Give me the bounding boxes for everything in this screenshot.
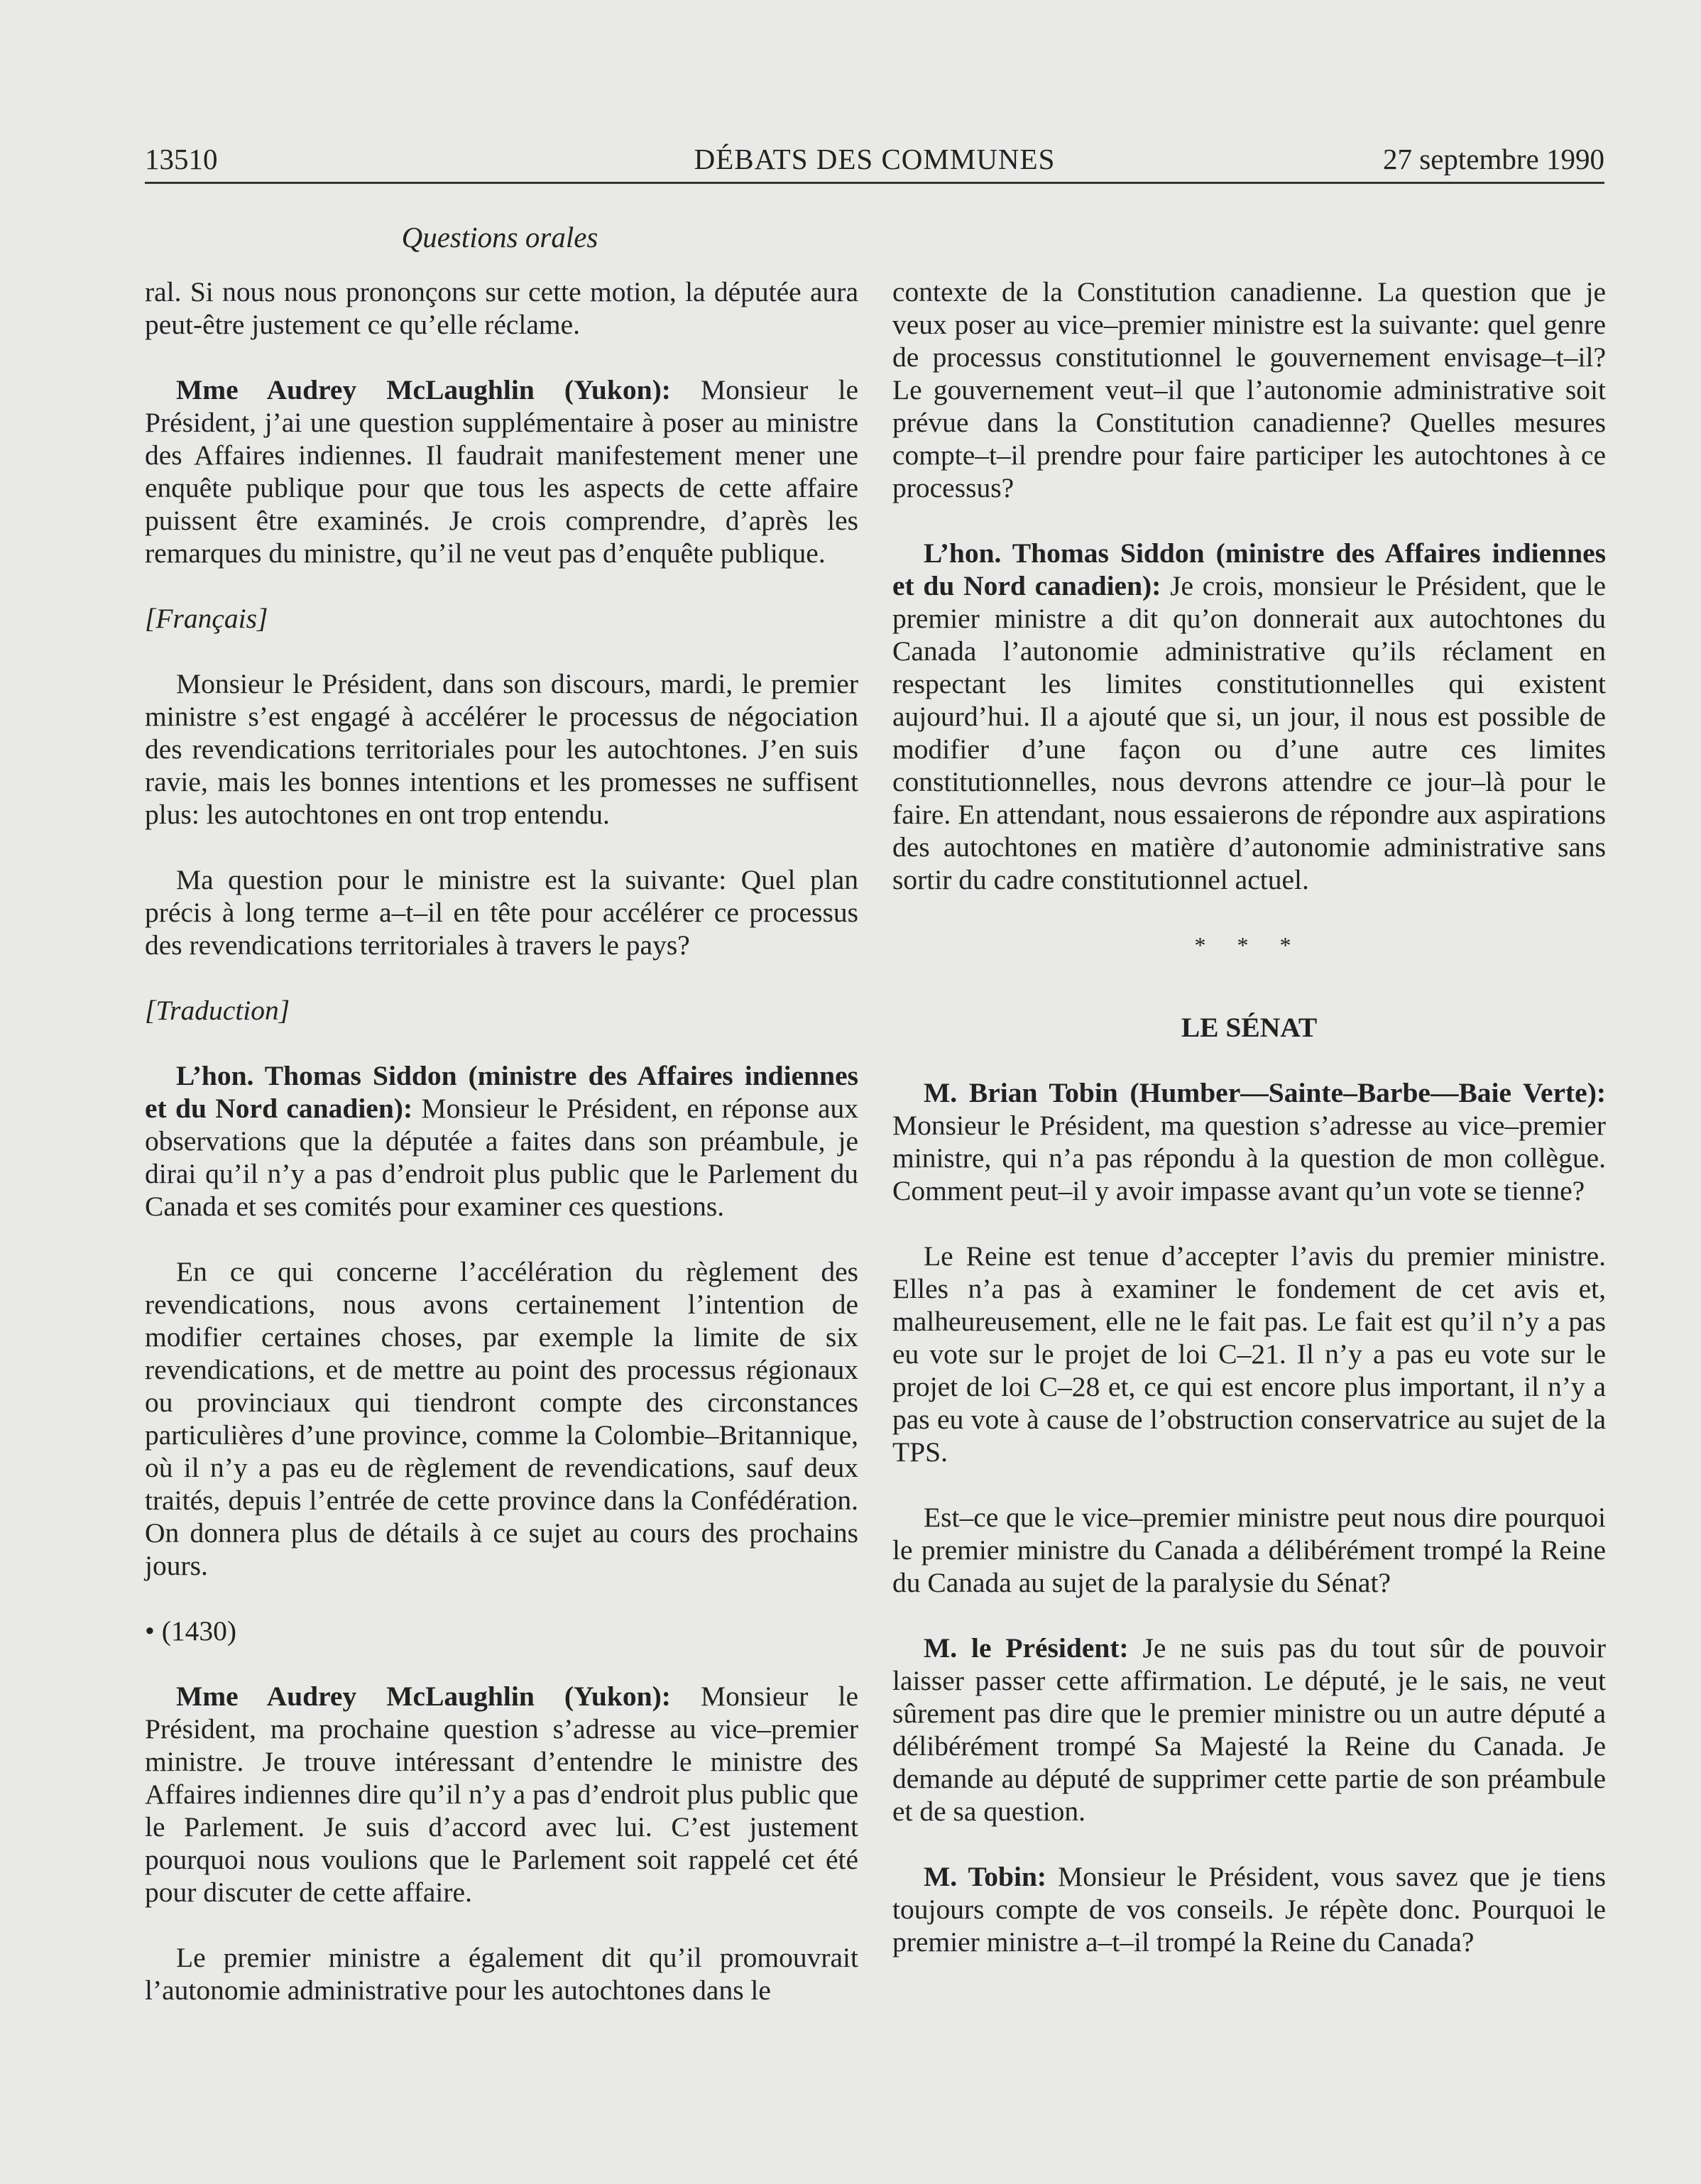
- speech-text: Je ne suis pas du tout sûr de pouvoir laisser passer cette affirmation. Le député, je le sais, ne veut sûrement pas dire que le premier ministre ou un autre député a délibérément trompé Sa Majesté la Reine du Canada. Je demande au député de supprimer cette partie de son préambule et de sa question.: [892, 1632, 1606, 1827]
- paragraph: Monsieur le Président, dans son discours, mardi, le premier ministre s’est engagé à accélérer le processus de négociation des revendications territoriales pour les autochtones. J’en suis ravie, mais les bonnes intentions et les promesses ne suffisent plus: les autochtones en ont trop entendu.: [145, 668, 858, 830]
- speech-text: Je crois, monsieur le Président, que le premier ministre a dit qu’on donnerait aux autochtones du Canada l’autonomie administrative qu’ils réclament en respectant les limites constitutionnelles qui existent aujourd’hui. Il a ajouté que si, un jour, il nous est possible de modifier d’une façon ou d’une autre ces limites constitutionnelles, nous devrons attendre ce jour–là pour le faire. En attendant, nous essaierons de répondre aux aspirations des autochtones en matière d’autonomie administrative sans sortir du cadre constitutionnel actuel.: [892, 570, 1606, 895]
- paragraph: En ce qui concerne l’accélération du règlement des revendications, nous avons certainement l’intention de modifier certaines choses, par exemple la limite de six revendications, et de mettre au point des processus régionaux ou provinciaux qui tiendront compte des circonstances particulières d’une province, comme la Colombie–Britannique, où il n’y a pas eu de règlement de revendications, sauf deux traités, depuis l’entrée de cette province dans la Confédération. On donnera plus de détails à ce sujet au cours des prochains jours.: [145, 1256, 858, 1581]
- speech-text: Monsieur le Président, j’ai une question supplémentaire à poser au ministre des Affaires indiennes. Il faudrait manifestement mener une enquête publique pour que tous les aspects de cette affaire puissent être examinés. Je crois comprendre, d’après les remarques du ministre, qu’il ne veut pas d’enquête publique.: [145, 374, 858, 569]
- paragraph: Ma question pour le ministre est la suivante: Quel plan précis à long terme a–t–il en tête pour accélérer ce processus des revendications territoriales à travers le pays?: [145, 864, 858, 961]
- paragraph: contexte de la Constitution canadienne. La question que je veux poser au vice–premier ministre est la suivante: quel genre de processus constitutionnel le gouvernement envisage–t–il? Le gouvernement veut–il que l’autonomie administrative soit prévue dans la Constitution canadienne? Quelles mesures compte–t–il prendre pour faire participer les autochtones à ce processus?: [892, 276, 1606, 503]
- speaker-name: M. le Président:: [924, 1632, 1129, 1664]
- speaker-name: L’hon. Thomas Siddon (ministre des Affaires indiennes et du Nord canadien):: [892, 537, 1606, 601]
- speaker-name: L’hon. Thomas Siddon (ministre des Affaires indiennes et du Nord canadien):: [145, 1060, 858, 1124]
- speaker-name: Mme Audrey McLaughlin (Yukon):: [176, 1681, 671, 1712]
- section-label: Questions orales: [401, 221, 598, 253]
- speech-text: Monsieur le Président, en réponse aux observations que la députée a faites dans son préambule, je dirai qu’il n’y a pas d’endroit plus public que le Parlement du Canada et ses comités pour examiner ces questions.: [145, 1093, 858, 1222]
- section-separator: * * *: [1194, 932, 1304, 958]
- paragraph: [145, 1059, 858, 1223]
- paragraph: [145, 373, 858, 569]
- left-column: [145, 275, 858, 2039]
- speaker-name: M. Brian Tobin (Humber—Sainte–Barbe—Baie Verte):: [924, 1077, 1606, 1108]
- paragraph: [892, 537, 1606, 896]
- page-number: 13510: [145, 143, 218, 175]
- paragraph: ral. Si nous nous prononçons sur cette motion, la députée aura peut-être justement ce qu’elle réclame.: [145, 276, 858, 340]
- paragraph: Est–ce que le vice–premier ministre peut nous dire pourquoi le premier ministre du Canada a délibérément trompé la Reine du Canada au sujet de la paralysie du Sénat?: [892, 1502, 1606, 1598]
- publication-title: DÉBATS DES COMMUNES: [694, 143, 1056, 175]
- issue-date: 27 septembre 1990: [1383, 143, 1604, 175]
- speaker-name: M. Tobin:: [924, 1861, 1047, 1892]
- section-heading: LE SÉNAT: [1181, 1012, 1318, 1043]
- speech-text: Monsieur le Président, ma question s’adresse au vice–premier ministre, qui n’a pas répondu à la question de mon collègue. Comment peut–il y avoir impasse avant qu’un vote se tienne?: [892, 1110, 1606, 1206]
- paragraph: [892, 1632, 1606, 1828]
- right-column: [892, 275, 1606, 1991]
- paragraph: [145, 1680, 858, 1909]
- language-marker: [Français]: [145, 603, 268, 634]
- paragraph: [892, 1860, 1606, 1958]
- language-marker: [Traduction]: [145, 995, 290, 1026]
- speech-text: Monsieur le Président, vous savez que je tiens toujours compte de vos conseils. Je répète donc. Pourquoi le premier ministre a–t–il trompé la Reine du Canada?: [892, 1861, 1606, 1958]
- paragraph: [892, 1076, 1606, 1207]
- paragraph: Le premier ministre a également dit qu’il promouvrait l’autonomie administrative pour les autochtones dans le: [145, 1942, 858, 2006]
- page-header: [145, 139, 1604, 184]
- paragraph: Le Reine est tenue d’accepter l’avis du premier ministre. Elles n’a pas à examiner le fondement de cet avis et, malheureusement, elle ne le fait pas. Le fait est qu’il n’y a pas eu vote sur le projet de loi C–21. Il n’y a pas eu vote sur le projet de loi C–28 et, ce qui est encore plus important, il n’y a pas eu vote à cause de l’obstruction conservatrice au sujet de la TPS.: [892, 1240, 1606, 1468]
- time-marker: • (1430): [145, 1615, 237, 1647]
- speech-text: Monsieur le Président, ma prochaine question s’adresse au vice–premier ministre. Je trouve intéressant d’entendre le ministre des Affaires indiennes dire qu’il n’y a pas d’endroit plus public que le Parlement. Je suis d’accord avec lui. C’est justement pourquoi nous voulions que le Parlement soit rappelé cet été pour discuter de cette affaire.: [145, 1681, 858, 1908]
- speaker-name: Mme Audrey McLaughlin (Yukon):: [176, 374, 671, 405]
